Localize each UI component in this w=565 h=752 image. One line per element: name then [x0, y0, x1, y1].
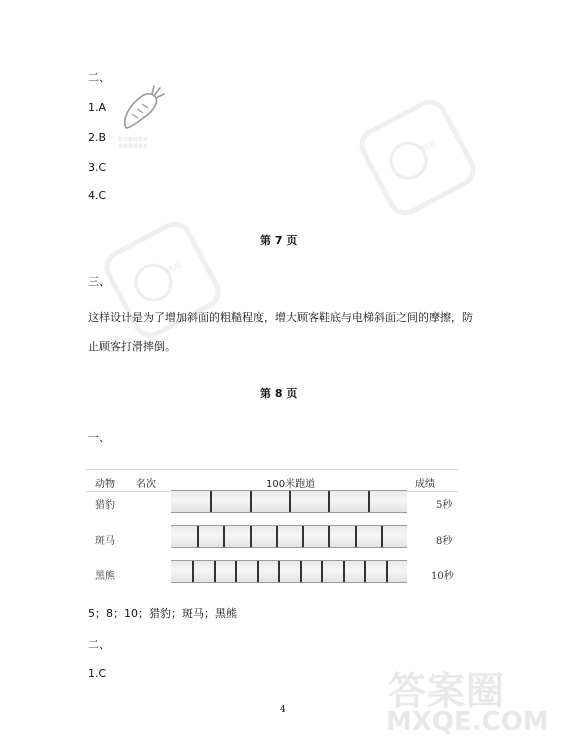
track-tick	[302, 526, 304, 547]
animal-label: 斑马	[95, 536, 115, 547]
section-heading: 三、	[88, 275, 110, 288]
page-title: 第 8 页	[260, 387, 298, 400]
paragraph-line: 这样设计是为了增加斜面的粗糙程度，增大顾客鞋底与电梯斜面之间的摩擦，防	[88, 311, 473, 324]
answer-item: 1.C	[88, 667, 107, 680]
corner-watermark-title: 答案圈	[388, 669, 506, 713]
watermark-text: 快对	[164, 260, 184, 276]
logo-caption: 快对快对快对	[118, 144, 149, 150]
section-heading: 一、	[88, 431, 110, 444]
answer-item: 3.C	[88, 161, 107, 174]
animal-label: 猎豹	[95, 500, 115, 511]
page-title: 第 7 页	[260, 234, 298, 247]
answer-item: 1.A	[88, 101, 107, 114]
track-tick	[278, 561, 280, 582]
answer-line: 5；8；10；猎豹；斑马；黑熊	[88, 607, 237, 620]
section-heading: 二、	[88, 71, 110, 84]
carrot-logo	[118, 84, 168, 154]
track-tick	[257, 561, 259, 582]
answer-item: 4.C	[88, 189, 107, 202]
track-tick	[300, 561, 302, 582]
track-tick	[368, 491, 370, 512]
track-tick	[386, 561, 388, 582]
track-tick	[192, 561, 194, 582]
track-tick	[343, 561, 345, 582]
track-tick	[250, 491, 252, 512]
track-tick	[328, 491, 330, 512]
column-header-score: 成绩	[415, 479, 435, 490]
score-label: 5秒	[436, 500, 453, 511]
track-tick	[214, 561, 216, 582]
race-track	[171, 525, 407, 548]
watermark-text: 快对	[419, 138, 439, 154]
watermark-badge	[353, 93, 481, 221]
track-tick	[197, 526, 199, 547]
column-header-animal: 动物	[95, 479, 115, 490]
track-tick	[381, 526, 383, 547]
track-tick	[321, 561, 323, 582]
race-track	[171, 560, 407, 583]
track-tick	[210, 491, 212, 512]
race-track	[171, 490, 407, 513]
animal-label: 黑熊	[95, 571, 115, 582]
track-tick	[276, 526, 278, 547]
track-tick	[328, 526, 330, 547]
score-label: 10秒	[431, 571, 454, 582]
track-tick	[223, 526, 225, 547]
track-tick	[250, 526, 252, 547]
track-tick	[235, 561, 237, 582]
track-tick	[355, 526, 357, 547]
column-header-rank: 名次	[136, 479, 156, 490]
column-header-track: 100米跑道	[266, 479, 316, 490]
answer-item: 2.B	[88, 131, 107, 144]
track-tick	[289, 491, 291, 512]
track-tick	[364, 561, 366, 582]
section-heading: 二、	[88, 638, 110, 651]
corner-watermark-url: MXQE.COM	[386, 707, 549, 737]
paragraph-line: 止顾客打滑摔倒。	[88, 340, 176, 353]
page-number: 4	[280, 705, 286, 715]
table-top-rule	[86, 469, 458, 470]
logo-caption: 快对快对快对	[118, 137, 149, 143]
score-label: 8秒	[436, 536, 453, 547]
carrot-icon	[118, 84, 168, 134]
